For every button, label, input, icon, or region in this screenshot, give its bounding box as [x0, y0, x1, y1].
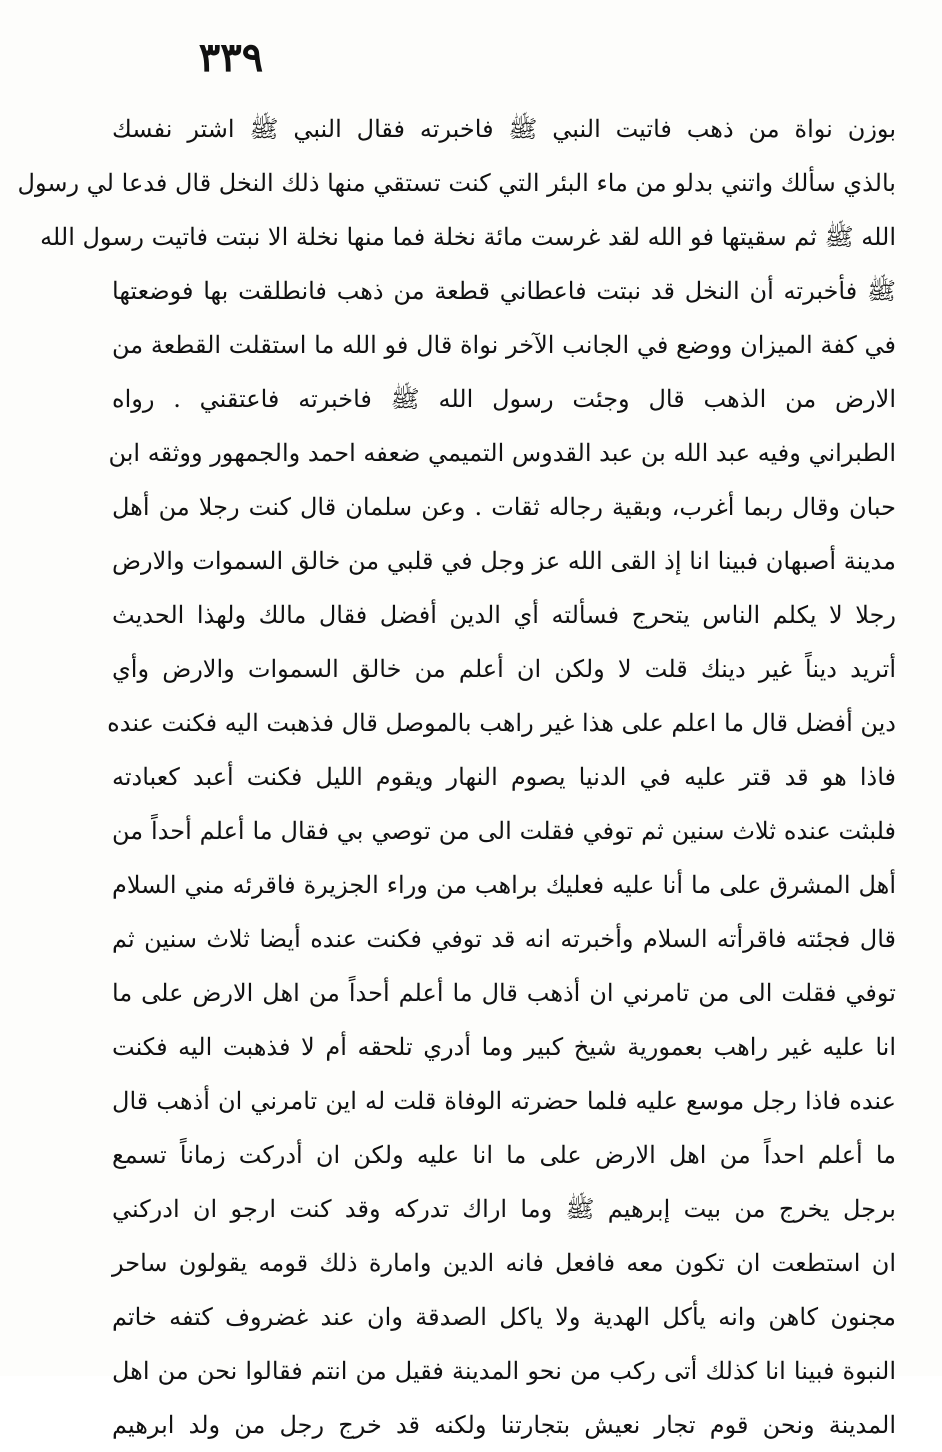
text-line: المدينة ونحن قوم تجار نعيش بتجارتنا ولكنه قد خرج رجل من ولد ابرهيم [112, 1411, 896, 1439]
text-line: بوزن نواة من ذهب فاتيت النبي ﷺ فاخبرته فقال النبي ﷺ اشتر نفسك [112, 115, 896, 143]
text-line: النبوة فبينا انا كذلك أتى ركب من نحو المدينة فقيل من انتم فقالوا نحن من اهل [112, 1357, 896, 1385]
text-line: الطبراني وفيه عبد الله بن عبد القدوس التميمي ضعفه احمد والجمهور ووثقه ابن [108, 439, 896, 467]
text-line: في كفة الميزان ووضع في الجانب الآخر نواة قال فو الله ما استقلت القطعة من [112, 331, 896, 359]
text-line: حبان وقال ربما أغرب، وبقية رجاله ثقات . وعن سلمان قال كنت رجلا من أهل [112, 493, 896, 521]
text-line: فلبثت عنده ثلاث سنين ثم توفي فقلت الى من توصي بي فقال ما أعلم أحداً من [112, 817, 896, 845]
text-line: ان استطعت ان تكون معه فافعل فانه الدين وامارة ذلك قومه يقولون ساحر [112, 1249, 896, 1277]
text-line: توفي فقلت الى من تامرني ان أذهب قال ما أعلم أحداً من اهل الارض على ما [112, 979, 896, 1007]
text-line: انا عليه غير راهب بعمورية شيخ كبير وما أدري تلحقه أم لا فذهبت اليه فكنت [112, 1033, 896, 1061]
text-line: رجلا لا يكلم الناس يتحرج فسألته أي الدين أفضل فقال مالك ولهذا الحديث [112, 601, 896, 629]
text-line: دين أفضل قال ما اعلم على هذا غير راهب بالموصل قال فذهبت اليه فكنت عنده [107, 709, 896, 737]
text-line: أتريد ديناً غير دينك قلت لا ولكن ان أعلم من خالق السموات والارض وأي [112, 655, 896, 683]
text-line: بالذي سألك واتني بدلو من ماء البئر التي كنت تستقي منها ذلك النخل قال فدعا لي رسول [17, 169, 896, 197]
text-line: عنده فاذا رجل موسع عليه فلما حضرته الوفاة قلت له اين تامرني ان أذهب قال [112, 1087, 896, 1115]
text-line: ما أعلم احداً من اهل الارض على ما انا عليه ولكن ان أدركت زماناً تسمع [112, 1141, 896, 1169]
text-line: ﷺ فأخبرته أن النخل قد نبتت فاعطاني قطعة من ذهب فانطلقت بها فوضعتها [112, 277, 896, 305]
text-line: الارض من الذهب قال وجئت رسول الله ﷺ فاخبرته فاعتقني . رواه [112, 385, 896, 413]
text-line: برجل يخرج من بيت إبرهيم ﷺ وما اراك تدركه وقد كنت ارجو ان ادركني [112, 1195, 896, 1223]
page-number: ٣٣٩ [198, 34, 264, 81]
text-line: مجنون كاهن وانه يأكل الهدية ولا ياكل الصدقة وان عند غضروف كتفه خاتم [112, 1303, 896, 1331]
text-line: فاذا هو قد قتر عليه في الدنيا يصوم النهار ويقوم الليل فكنت أعبد كعبادته [112, 763, 896, 791]
text-line: أهل المشرق على ما أنا عليه فعليك براهب من وراء الجزيرة فاقرئه مني السلام [112, 871, 896, 899]
text-line: مدينة أصبهان فبينا انا إذ القى الله عز وجل في قلبي من خالق السموات والارض [112, 547, 896, 575]
body-text [17, 102, 896, 1452]
text-line: الله ﷺ ثم سقيتها فو الله لقد غرست مائة نخلة فما منها نخلة الا نبتت فاتيت رسول الله [40, 223, 896, 251]
text-line: قال فجئته فاقرأته السلام وأخبرته انه قد توفي فكنت عنده أيضا ثلاث سنين ثم [112, 925, 896, 953]
